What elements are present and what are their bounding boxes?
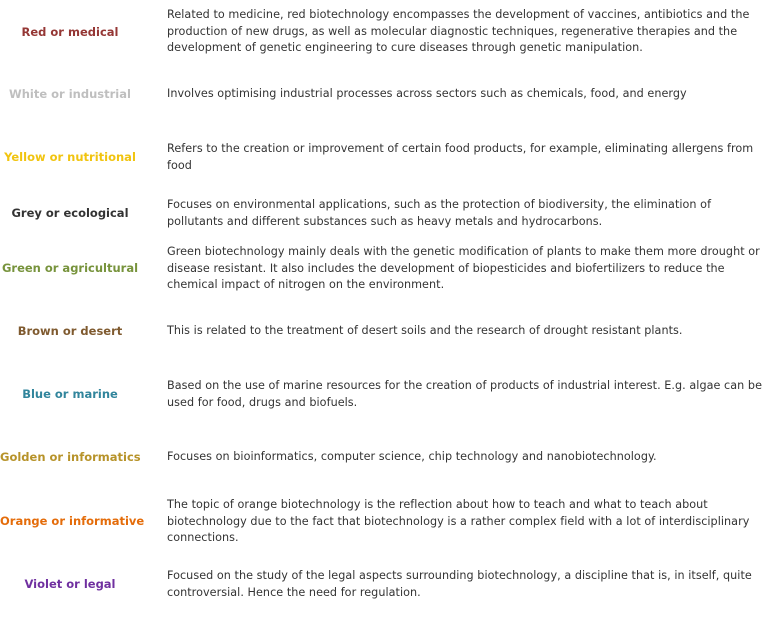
table-row <box>0 7 770 57</box>
row-description: Green biotechnology mainly deals with the genetic modification of plants to make them more drought or disease resistant. It also includes the development of biopesticides and biofertilizers to reduce the chemical impact of nitrogen on the environment. <box>167 245 760 291</box>
row-label: Green or agricultural <box>1 261 139 275</box>
table-row <box>0 568 770 602</box>
row-description: Focused on the study of the legal aspects surrounding biotechnology, a discipline that is, in itself, quite controversial. Hence the need for regulation. <box>167 569 752 599</box>
row-description: Focuses on environmental applications, such as the protection of biodiversity, the elimination of pollutants and different substances such as heavy metals and hydrocarbons. <box>167 198 712 228</box>
row-label: Golden or informatics <box>0 450 141 464</box>
row-label: White or industrial <box>9 87 131 101</box>
row-label: Grey or ecological <box>11 206 129 220</box>
row-label: Blue or marine <box>22 387 118 401</box>
row-description: Focuses on bioinformatics, computer science, chip technology and nanobiotechnology. <box>167 450 657 463</box>
row-description: Related to medicine, red biotechnology encompasses the development of vaccines, antibiotics and the production of new drugs, as well as molecular diagnostic techniques, regenerative therapies and the development of genetic engineering to cure diseases through genetic manipulation. <box>167 8 750 54</box>
row-description: Based on the use of marine resources for the creation of products of industrial interest. E.g. algae can be used for food, drugs and biofuels. <box>167 379 762 409</box>
row-label: Violet or legal <box>24 577 116 591</box>
row-label: Red or medical <box>21 25 119 39</box>
row-description: Involves optimising industrial processes across sectors such as chemicals, food, and energy <box>167 87 687 100</box>
row-label: Orange or informative <box>0 514 145 528</box>
row-label: Yellow or nutritional <box>4 150 136 164</box>
table-row <box>0 141 770 175</box>
row-label: Brown or desert <box>17 324 123 338</box>
table-row <box>0 378 770 412</box>
row-description: The topic of orange biotechnology is the reflection about how to teach and what to teach about biotechnology due to the fact that biotechnology is a rather complex field with a lot of interdisciplinary connections. <box>167 498 750 544</box>
row-description: This is related to the treatment of desert soils and the research of drought resistant plants. <box>167 324 683 337</box>
table-row <box>0 497 770 547</box>
table-row <box>0 323 770 343</box>
table-row <box>0 86 770 106</box>
table-row <box>0 244 770 294</box>
row-description: Refers to the creation or improvement of certain food products, for example, eliminating allergens from food <box>167 142 754 172</box>
table-row <box>0 449 770 469</box>
table-row <box>0 197 770 231</box>
